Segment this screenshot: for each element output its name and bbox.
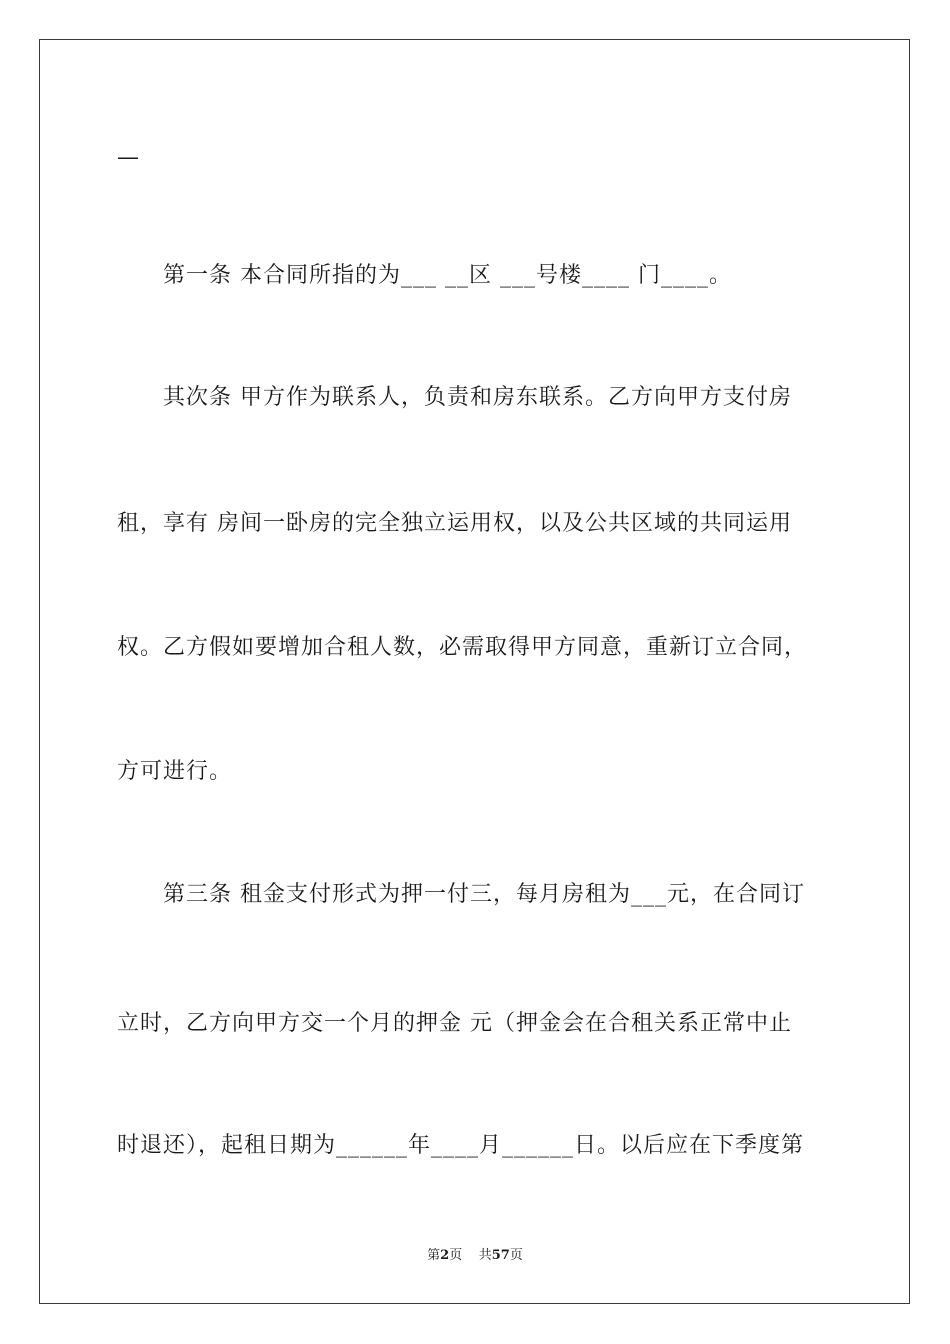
leading-dash: — <box>117 145 139 170</box>
clause-2-line-2: 租，享有 房间一卧房的完全独立运用权，以及公共区域的共同运用 <box>117 511 792 536</box>
clause-3-line-1: 第三条 租金支付形式为押一付三，每月房租为___元，在合同订 <box>163 882 805 907</box>
clause-2-line-3: 权。乙方假如要增加合租人数，必需取得甲方同意，重新订立合同， <box>117 635 808 660</box>
footer-total-pages: 57 <box>491 1248 510 1263</box>
footer-page-prefix: 第 <box>427 1248 441 1263</box>
footer-page-suffix: 页 共 <box>449 1248 492 1263</box>
page-frame <box>39 39 910 1304</box>
page-footer <box>0 1246 950 1266</box>
clause-3-line-3: 时退还），起租日期为______年____月______日。以后应在下季度第 <box>117 1133 805 1158</box>
clause-1-line-1: 第一条 本合同所指的为___ __区 ___号楼____ 门____。 <box>163 263 732 288</box>
footer-total-suffix: 页 <box>509 1248 523 1263</box>
clause-2-line-1: 其次条 甲方作为联系人，负责和房东联系。乙方向甲方支付房 <box>163 385 792 410</box>
clause-2-line-4: 方可进行。 <box>117 759 233 784</box>
clause-3-line-2: 立时，乙方向甲方交一个月的押金 元（押金会在合租关系正常中止 <box>117 1011 792 1036</box>
footer-page-number: 2 <box>440 1248 450 1263</box>
